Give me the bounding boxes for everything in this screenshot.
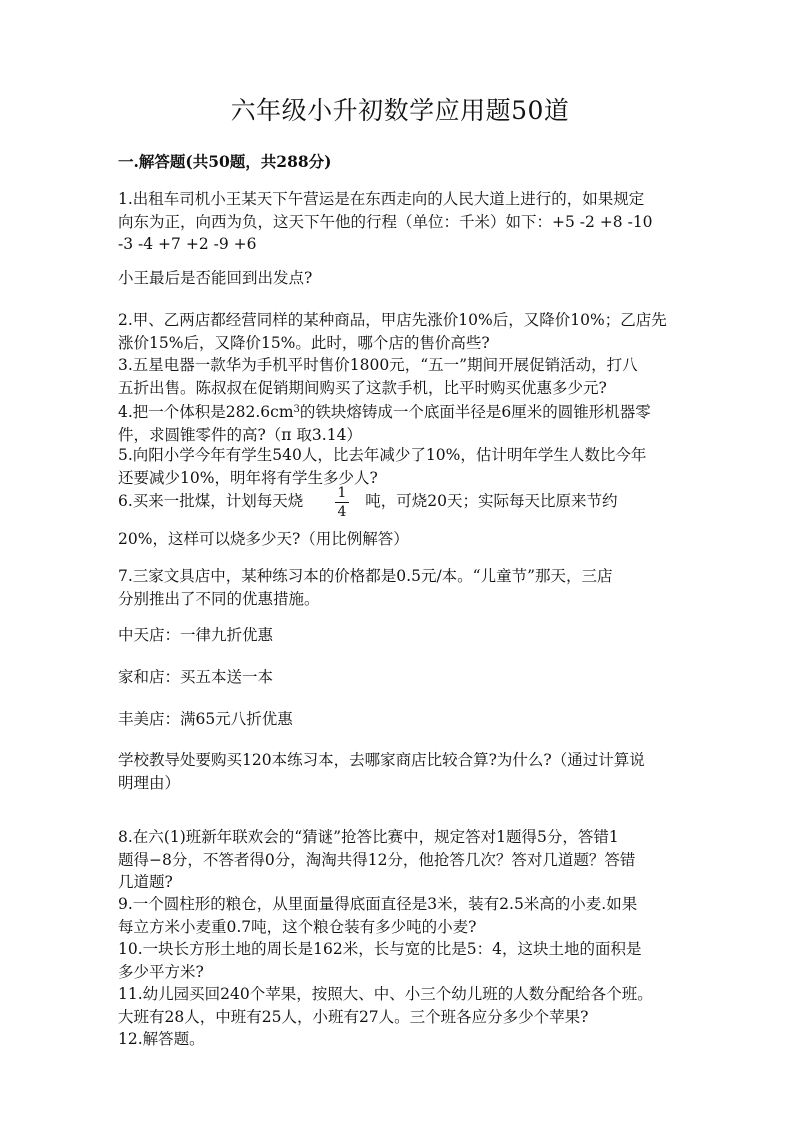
question-7-shop-2 [118, 666, 688, 689]
question-text-line: 分别推出了不同的优惠措施。 [118, 589, 320, 608]
question-text-line [118, 399, 688, 424]
question-text-line: 每立方米小麦重0.7吨，这个粮仓装有多少吨的小麦? [118, 917, 477, 936]
question-text-line: 9.一个圆柱形的粮仓，从里面量得底面直径是3米，装有2.5米高的小麦.如果 [118, 895, 638, 913]
fraction-numerator: 1 [337, 485, 347, 501]
question-text-line: 3.五星电器一款华为手机平时售价1800元，“五一”期间开展促销活动，打八 [118, 356, 638, 374]
question-text-line: 5.向阳小学今年有学生540人，比去年减少了10%，估计明年学生人数比今年 [118, 446, 647, 464]
question-3 [118, 354, 688, 399]
question-text-line: 8.在六(1)班新年联欢会的“猜谜”抢答比赛中，规定答对1题得5分，答错1 [118, 828, 619, 846]
question-text-part: 吨，可烧20天；实际每天比原来节约 [365, 492, 618, 510]
question-text-line: 多少平方米? [118, 962, 204, 981]
question-text-line: 中天店：一律九折优惠 [118, 626, 274, 644]
question-text-line: 20%，这样可以烧多少天?（用比例解答） [118, 530, 409, 548]
question-text-line: 五折出售。陈叔叔在促销期间购买了这款手机，比平时购买优惠多少元? [118, 378, 607, 397]
question-text-line: 12.解答题。 [118, 1030, 205, 1048]
question-5 [118, 444, 688, 489]
superscript: 3 [293, 404, 300, 415]
question-text-line: 11.幼儿园买回240个苹果，按照大、中、小三个幼儿班的人数分配给各个班。 [118, 985, 653, 1003]
question-text-line: 向东为正，向西为负，这天下午他的行程（单位：千米）如下：+5 -2 +8 -10 [118, 212, 653, 231]
question-12 [118, 1028, 688, 1051]
question-7-shop-3 [118, 708, 688, 731]
question-11 [118, 983, 688, 1028]
question-text-line: 还要减少10%，明年将有学生多少人? [118, 468, 378, 487]
question-text-part: 的铁块熔铸成一个底面半径是6厘米的圆锥形机器零 [299, 403, 651, 421]
question-text-line: 件，求圆锥零件的高?（π 取3.14） [118, 425, 362, 444]
question-10 [118, 938, 688, 983]
question-text-line: 几道题? [118, 873, 173, 891]
question-text-line: 明理由） [118, 773, 181, 792]
question-text-part: 4.把一个体积是282.6cm [118, 403, 294, 421]
question-7-shop-1 [118, 624, 688, 647]
question-text-line: 7.三家文具店中，某种练习本的价格都是0.5元/本。“儿童节”那天，三店 [118, 567, 613, 585]
fraction-denominator: 4 [337, 504, 347, 520]
question-text-line: 10.一块长方形土地的周长是162米，长与宽的比是5：4，这块土地的面积是 [118, 940, 642, 958]
section-heading: 一.解答题(共50题，共288分) [118, 152, 332, 171]
question-text-line: 2.甲、乙两店都经营同样的某种商品，甲店先涨价10%后，又降价10%；乙店先 [118, 311, 667, 329]
question-text-line: -3 -4 +7 +2 -9 +6 [118, 235, 257, 253]
question-9 [118, 893, 688, 938]
question-text-line: 涨价15%后，又降价15%。此时，哪个店的售价高些? [118, 333, 490, 352]
question-6 [118, 490, 688, 513]
fraction [335, 485, 349, 520]
question-1 [118, 188, 688, 256]
question-text-line: 1.出租车司机小王某天下午营运是在东西走向的人民大道上进行的，如果规定 [118, 190, 645, 208]
question-7-ask [118, 749, 688, 794]
question-text-line: 小王最后是否能回到出发点? [118, 269, 313, 287]
page-title: 六年级小升初数学应用题50道 [230, 96, 570, 125]
question-6-cont [118, 528, 688, 551]
question-text-part: 6.买来一批煤，计划每天烧 [118, 492, 304, 510]
question-4 [118, 399, 688, 446]
question-text-line [118, 490, 688, 513]
question-text-line: 学校教导处要购买120本练习本，去哪家商店比较合算?为什么?（通过计算说 [118, 751, 645, 769]
question-2 [118, 309, 688, 354]
question-text-line: 丰美店：满65元八折优惠 [118, 710, 293, 728]
question-text-line: 题得−8分，不答者得0分，淘淘共得12分，他抢答几次？答对几道题？答错 [118, 850, 636, 869]
fraction-bar [335, 502, 349, 503]
question-text-line: 家和店：买五本送一本 [118, 668, 274, 686]
question-8 [118, 826, 688, 894]
question-1-ask [118, 267, 688, 290]
question-7 [118, 565, 688, 610]
question-text-line: 大班有28人，中班有25人，小班有27人。三个班各应分多少个苹果? [118, 1007, 589, 1026]
